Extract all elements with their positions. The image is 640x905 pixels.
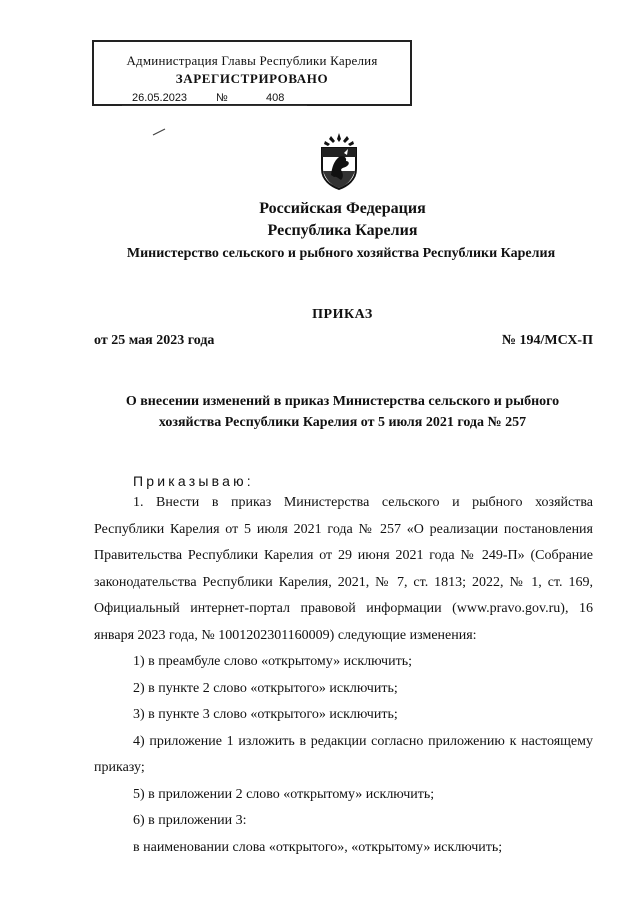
ministry-heading: Министерство сельского и рыбного хозяйства Республики Карелия — [126, 246, 556, 261]
paragraph-1: 1. Внести в приказ Министерства сельского и рыбного хозяйства Республики Карелия от 5 июля 2021 года № 257 «О реализации постановления Правительства Республики Карелия от 29 июня 2021 года № 249-П» (Собрание законодательства Республики Карелия, 2021, № 7, ст. 1813; 2022, № 1, ст. 169, Официальный интернет-портал правовой информации (www.pravo.gov.ru), 16 января 2023 года, № 1001202301160009) следующие изменения: — [94, 495, 593, 643]
stamp-date: 26.05.2023 — [132, 92, 188, 104]
stamp-registered-label: ЗАРЕГИСТРИРОВАНО — [175, 71, 329, 86]
document-type: ПРИКАЗ — [312, 307, 373, 322]
list-item: в наименовании слова «открытого», «открытому» исключить; — [133, 839, 503, 855]
prikazyvayu-label: Приказываю: — [133, 473, 254, 489]
country-heading: Российская Федерация — [259, 200, 426, 217]
order-title: О внесении изменений в приказ Министерства сельского и рыбного хозяйства Республики Карелия от 5 июля 2021 года № 257 — [125, 394, 560, 430]
order-date: от 25 мая 2023 года — [94, 333, 215, 348]
karelia-coat-of-arms-icon — [317, 133, 361, 191]
list-item: 2) в пункте 2 слово «открытого» исключить; — [133, 680, 398, 696]
stamp-number-sign: № — [216, 92, 228, 104]
republic-heading: Республика Карелия — [267, 222, 418, 239]
list-item: 1) в преамбуле слово «открытому» исключить; — [133, 654, 412, 669]
list-item: 6) в приложении 3: — [133, 813, 247, 828]
stamp-authority: Администрация Главы Республики Карелия — [126, 53, 378, 68]
order-number: № 194/МСХ-П — [501, 333, 593, 348]
stamp-underline — [122, 105, 307, 106]
list-item: 4) приложение 1 изложить в редакции согласно приложению к настоящему приказу; — [94, 733, 593, 775]
pen-mark — [152, 128, 166, 136]
registration-stamp — [92, 40, 412, 106]
order-body — [94, 490, 593, 861]
stamp-number: 408 — [266, 92, 285, 104]
list-item: 3) в пункте 3 слово «открытого» исключить; — [133, 707, 398, 722]
list-item: 5) в приложении 2 слово «открытому» исключить; — [133, 786, 435, 802]
